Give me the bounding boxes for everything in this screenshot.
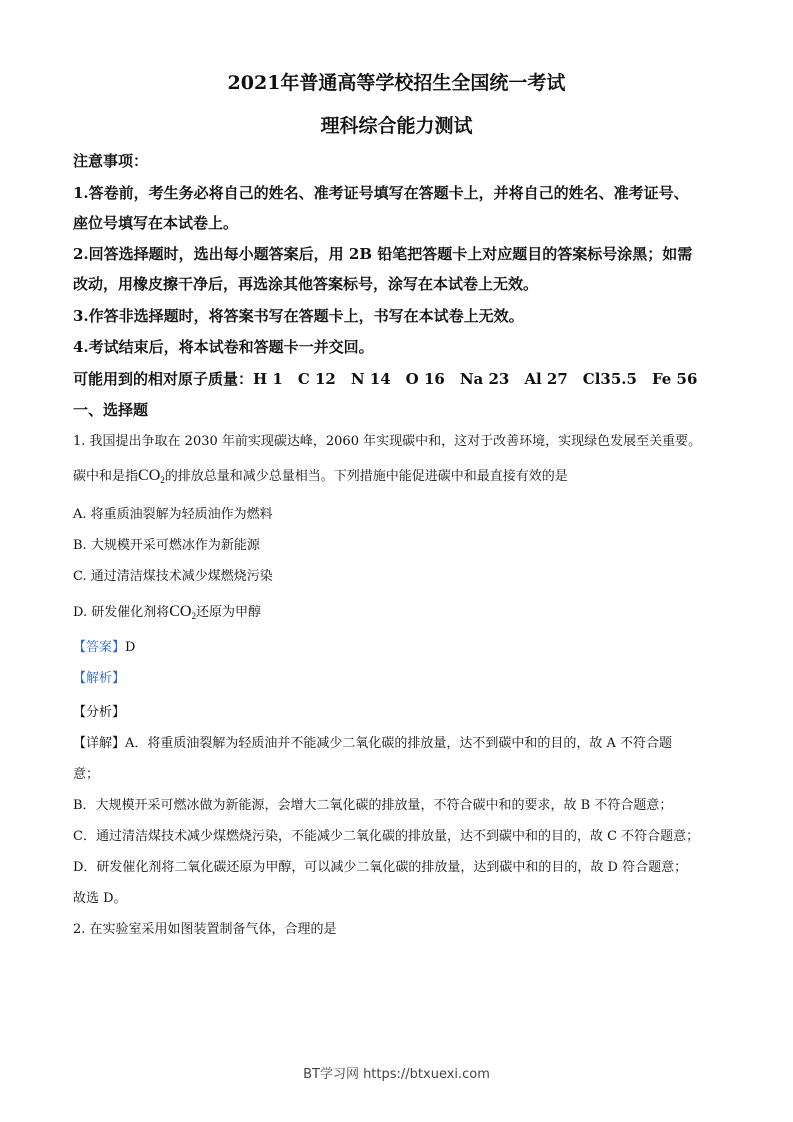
fenxi-tag: 【分析】 (73, 705, 126, 720)
footer-watermark: BT学习网 https://btxuexi.com (303, 1067, 490, 1082)
notice-item-2-line-2: 改动，用橡皮擦干净后，再选涂其他答案标号，涂写在本试卷上无效。 (73, 275, 539, 293)
answer-row (73, 638, 135, 658)
detail-option-c: C．通过清洁煤技术减少煤燃烧污染，不能减少二氧化碳的排放量，达不到碳中和的目的，故 C 不符合题意； (73, 829, 700, 844)
co2-formula-option-d-sub: 2 (191, 611, 196, 621)
q1-stem-line-2 (73, 466, 568, 490)
notice-heading: 注意事项： (73, 152, 149, 170)
detail-option-d: D．研发催化剂将二氧化碳还原为甲醇，可以减少二氧化碳的排放量，达到碳中和的目的，故 D 符合题意； (73, 860, 688, 875)
co2-formula (138, 467, 165, 484)
analysis-tag: 【解析】 (73, 671, 126, 686)
notice-item-1-line-2: 座位号填写在本试卷上。 (73, 214, 239, 232)
notice-item-4: 4.考试结束后，将本试卷和答题卡一并交回。 (73, 338, 374, 356)
exam-subtitle: 理科综合能力测试 (320, 115, 473, 137)
detail-option-b: B．大规模开采可燃冰做为新能源，会增大二氧化碳的排放量，不符合碳中和的要求，故 B 不符合题意； (73, 798, 673, 813)
notice-item-1-line-1: 1.答卷前，考生务必将自己的姓名、准考证号填写在答题卡上，并将自己的姓名、准考证号、 (73, 184, 689, 202)
q1-option-d-pre: D. 研发催化剂将 (73, 605, 170, 620)
answer-value: D (125, 640, 136, 655)
co2-formula-option-d (169, 603, 196, 620)
notice-item-2-line-1: 2.回答选择题时，选出每小题答案后，用 2B 铅笔把答题卡上对应题目的答案标号涂黑；如需 (73, 245, 693, 263)
section-heading: 一、选择题 (73, 401, 149, 419)
q1-option-a: A. 将重质油裂解为轻质油作为燃料 (73, 507, 273, 522)
q1-stem-line-2-post: 的排放总量和减少总量相当。下列措施中能促进碳中和最直接有效的是 (164, 469, 568, 484)
conclusion: 故选 D。 (73, 891, 127, 906)
co2-formula-sub: 2 (160, 475, 165, 485)
atomic-masses: 可能用到的相对原子质量：H 1 C 12 N 14 O 16 Na 23 Al 27 Cl35.5 Fe 56 (73, 370, 698, 388)
notice-item-3: 3.作答非选择题时，将答案书写在答题卡上，书写在本试卷上无效。 (73, 307, 524, 325)
co2-formula-option-d-main: CO (169, 603, 192, 620)
q1-stem-line-1: 1. 我国提出争取在 2030 年前实现碳达峰，2060 年实现碳中和，这对于改善环境，实现绿色发展至关重要。 (73, 434, 702, 449)
q1-option-b: B. 大规模开采可燃冰作为新能源 (73, 538, 260, 553)
exam-title: 2021年普通高等学校招生全国统一考试 (227, 72, 566, 94)
q1-option-d (73, 602, 261, 626)
detail-line-1: 【详解】A．将重质油裂解为轻质油并不能减少二氧化碳的排放量，达不到碳中和的目的，故 A 不符合题 (73, 736, 673, 751)
q1-option-d-post: 还原为甲醇 (195, 605, 261, 620)
detail-line-2: 意； (73, 767, 100, 782)
q2-stem: 2. 在实验室采用如图装置制备气体，合理的是 (73, 922, 337, 937)
co2-formula-main: CO (138, 467, 161, 484)
q1-option-c: C. 通过清洁煤技术减少煤燃烧污染 (73, 569, 273, 584)
q1-stem-line-2-pre: 碳中和是指 (73, 469, 139, 484)
answer-tag: 【答案】 (73, 640, 126, 655)
